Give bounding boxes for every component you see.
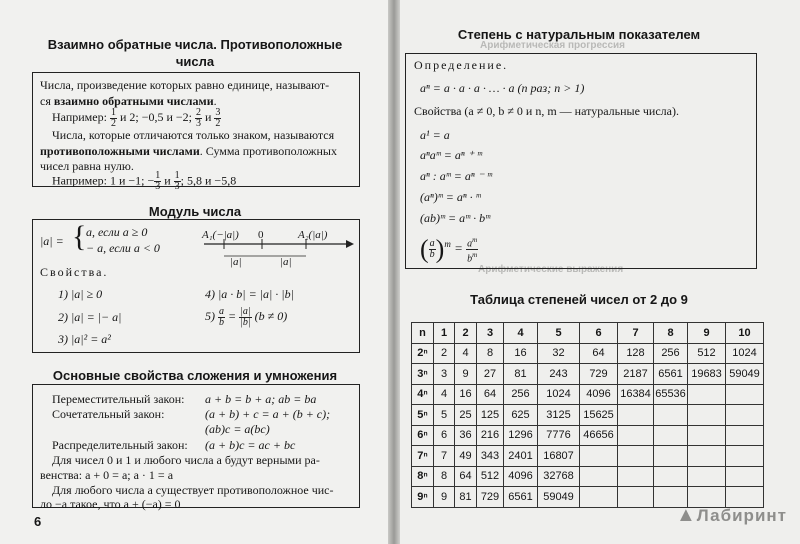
opposite-term: противоположными числами — [40, 144, 200, 158]
table-cell — [618, 466, 654, 487]
opposite-example — [52, 171, 236, 192]
table-cell: 729 — [477, 487, 504, 508]
modulus-case2: − a, если a < 0 — [86, 241, 160, 255]
table-header-cell: 9 — [688, 323, 726, 344]
table-cell — [654, 405, 688, 426]
table-row-label: 2ⁿ — [412, 343, 434, 364]
segment-left: |a| — [230, 256, 242, 268]
distributive-label: Распределительный закон: — [52, 438, 188, 452]
identity-line-1: Для чисел 0 и 1 и любого числа a будут верными ра- — [52, 453, 320, 467]
reciprocal-title — [30, 36, 360, 70]
fraction-1-2 — [110, 108, 117, 129]
table-cell — [618, 487, 654, 508]
table-cell: 512 — [688, 343, 726, 364]
fraction-a-b: $\frac{a}{b}$ — [429, 237, 435, 260]
table-cell: 216 — [477, 425, 504, 446]
power-rule-4: (aⁿ)ᵐ = aⁿ · ᵐ — [420, 190, 481, 204]
table-cell — [618, 405, 654, 426]
labirint-logo: ▲Лабиринт — [676, 504, 787, 526]
reciprocal-title-line2: числа — [175, 54, 215, 69]
fraction-1-3 — [154, 171, 161, 192]
fraction-abs-a-b: $\frac{|a|}{|b|}$ — [240, 305, 251, 328]
example-end: ; 5,8 и −5,8 — [180, 173, 237, 188]
power-rule-1: a¹ = a — [420, 128, 450, 142]
opposite-line-1: Для любого числа a существует противоположное чис- — [52, 483, 334, 497]
power-definition: aⁿ = a · a · a · … · a (n раз; n > 1) — [420, 81, 585, 95]
table-cell: 15625 — [580, 405, 618, 426]
table-cell — [618, 425, 654, 446]
reciprocal-p1a: Числа, произведение которых равно единице, называют- — [40, 78, 330, 92]
power-rule-3: aⁿ : aᵐ = aⁿ ⁻ ᵐ — [420, 169, 492, 183]
opposite-line-2: ло −a такое, что a + (−a) = 0 — [40, 497, 181, 511]
associative-law-1: (a + b) + c = a + (b + c); — [205, 407, 331, 421]
prop5-condition: (b ≠ 0) — [254, 309, 288, 323]
bleed-through-text: Арифметическая прогрессия — [480, 40, 626, 51]
modulus-case1: a, если a ≥ 0 — [86, 225, 148, 239]
reciprocal-title-line1: Взаимно обратные числа. Противоположные — [47, 37, 343, 52]
table-cell: 7 — [434, 446, 455, 467]
frac-den: 2 — [110, 117, 116, 129]
example-label: Например: — [52, 110, 107, 124]
table-cell: 16 — [455, 384, 477, 405]
table-cell: 81 — [455, 487, 477, 508]
modulus-prop5: 5) $\frac{a}{b}$ = $\frac{|a|}{|b|}$ (b ≠ 0) — [205, 305, 288, 328]
table-cell: 2 — [434, 343, 455, 364]
modulus-prop1: 1) |a| ≥ 0 — [58, 287, 103, 301]
table-row — [412, 343, 764, 364]
table-cell — [726, 446, 764, 467]
table-cell: 4 — [434, 384, 455, 405]
frac-num: 1 — [174, 170, 180, 181]
point-zero: 0 — [258, 229, 264, 241]
opposite-p2b — [40, 144, 337, 159]
table-cell: 343 — [477, 446, 504, 467]
reciprocal-p1b-text: ся — [40, 94, 54, 108]
table-header-row — [412, 323, 764, 344]
example-mid: −0,5 и −2; — [141, 110, 192, 124]
table-row — [412, 466, 764, 487]
reciprocal-term: взаимно обратными числами — [53, 94, 214, 108]
table-cell: 7776 — [538, 425, 580, 446]
table-header-cell: 5 — [538, 323, 580, 344]
table-cell — [654, 466, 688, 487]
table-cell: 128 — [618, 343, 654, 364]
table-row — [412, 364, 764, 385]
table-cell: 32768 — [538, 466, 580, 487]
table-cell: 65536 — [654, 384, 688, 405]
power-rule-2: aⁿaᵐ = aⁿ ⁺ ᵐ — [420, 148, 482, 162]
table-cell: 729 — [580, 364, 618, 385]
reciprocal-p1-end: . — [213, 94, 217, 108]
table-cell: 81 — [504, 364, 538, 385]
table-cell — [688, 446, 726, 467]
opposite-p2b-text: . Сумма противоположных — [199, 144, 337, 158]
table-cell — [580, 487, 618, 508]
table-cell — [688, 466, 726, 487]
table-cell — [654, 425, 688, 446]
opposite-p2a: Числа, которые отличаются только знаком, называются — [52, 128, 335, 142]
table-cell: 2187 — [618, 364, 654, 385]
book-gutter — [388, 0, 400, 544]
identity-line-2: венства: a + 0 = a; a · 1 = a — [40, 468, 174, 482]
fraction-3-2 — [214, 108, 221, 129]
point-a2: A₂(|a|) — [298, 229, 328, 241]
power-title: Степень с натуральным показателем — [457, 27, 701, 42]
table-row-label: 6ⁿ — [412, 425, 434, 446]
modulus-title: Модуль числа — [148, 204, 242, 219]
point-a1: A₁(−|a|) — [202, 229, 239, 241]
table-cell: 5 — [434, 405, 455, 426]
table-cell: 256 — [654, 343, 688, 364]
table-header-cell: 1 — [434, 323, 455, 344]
table-cell: 3125 — [538, 405, 580, 426]
table-cell: 4096 — [580, 384, 618, 405]
table-cell: 64 — [580, 343, 618, 364]
commutative-label: Переместительный закон: — [52, 392, 185, 406]
table-row-label: 5ⁿ — [412, 405, 434, 426]
table-header-cell: 3 — [477, 323, 504, 344]
table-cell: 19683 — [688, 364, 726, 385]
fraction-2-3 — [195, 108, 202, 129]
table-cell: 625 — [504, 405, 538, 426]
associative-law-2: (ab)c = a(bc) — [205, 422, 270, 436]
table-cell: 59049 — [538, 487, 580, 508]
basic-props-title: Основные свойства сложения и умножения — [52, 368, 338, 383]
table-row-label: 8ⁿ — [412, 466, 434, 487]
table-cell — [618, 446, 654, 467]
table-row-label: 4ⁿ — [412, 384, 434, 405]
table-cell: 16807 — [538, 446, 580, 467]
frac-den: 3 — [196, 117, 201, 129]
table-cell: 25 — [455, 405, 477, 426]
table-header-cell: 10 — [726, 323, 764, 344]
bleed-through-text: Арифметические выражения — [478, 264, 624, 275]
table-cell: 1024 — [538, 384, 580, 405]
table-header-cell: 7 — [618, 323, 654, 344]
table-cell: 27 — [477, 364, 504, 385]
fraction-am-bm: $\frac{a^m}{b^m}$ — [467, 235, 478, 265]
opposite-p2c: чисел равна нулю. — [40, 159, 134, 173]
table-header-cell: n — [412, 323, 434, 344]
brace-icon: { — [72, 220, 87, 253]
modulus-prop2: 2) |a| = |− a| — [58, 310, 122, 324]
table-header-cell: 8 — [654, 323, 688, 344]
table-cell: 32 — [538, 343, 580, 364]
frac-num: 1 — [155, 170, 161, 181]
segment-right: |a| — [280, 256, 292, 268]
table-cell: 46656 — [580, 425, 618, 446]
table-cell — [654, 446, 688, 467]
table-cell: 9 — [455, 364, 477, 385]
modulus-props-label: Свойства. — [40, 265, 109, 279]
example-label: Например: — [52, 173, 107, 188]
powers-table-title: Таблица степеней чисел от 2 до 9 — [470, 292, 688, 307]
table-cell — [688, 384, 726, 405]
table-cell: 1296 — [504, 425, 538, 446]
logo-text: Лабиринт — [696, 506, 787, 525]
modulus-lhs: |a| = — [40, 234, 64, 248]
modulus-prop4: 4) |a · b| = |a| · |b| — [205, 287, 294, 301]
reciprocal-example — [52, 107, 221, 129]
table-row — [412, 405, 764, 426]
table-cell: 4096 — [504, 466, 538, 487]
table-cell: 6 — [434, 425, 455, 446]
modulus-prop3: 3) |a|² = a² — [58, 332, 111, 346]
power-rule-6: ( $\frac{a}{b}$ )$^m$ = $\frac{a^m}{b^m}$ — [420, 234, 478, 265]
minus-sign: − — [147, 173, 155, 188]
page-number: 6 — [34, 514, 42, 529]
table-cell: 243 — [538, 364, 580, 385]
table-cell — [688, 425, 726, 446]
table-cell — [726, 384, 764, 405]
table-cell — [688, 405, 726, 426]
table-cell: 36 — [455, 425, 477, 446]
table-cell — [726, 405, 764, 426]
table-cell: 59049 — [726, 364, 764, 385]
commutative-law: a + b = b + a; ab = ba — [205, 392, 317, 406]
table-cell: 256 — [504, 384, 538, 405]
frac-den: 3 — [174, 181, 180, 192]
table-row-label: 9ⁿ — [412, 487, 434, 508]
distributive-law: (a + b)c = ac + bc — [205, 438, 296, 452]
table-cell: 512 — [477, 466, 504, 487]
fraction-1-3 — [174, 171, 181, 192]
table-row-label: 3ⁿ — [412, 364, 434, 385]
table-row — [412, 425, 764, 446]
example-sep: и — [205, 110, 212, 124]
table-cell: 8 — [477, 343, 504, 364]
associative-label: Сочетательный закон: — [52, 407, 165, 421]
table-cell: 6561 — [504, 487, 538, 508]
table-cell — [580, 466, 618, 487]
table-header-cell: 4 — [504, 323, 538, 344]
table-cell: 2401 — [504, 446, 538, 467]
table-row-label: 7ⁿ — [412, 446, 434, 467]
table-cell: 8 — [434, 466, 455, 487]
frac-num: 2 — [196, 106, 201, 118]
table-cell: 16384 — [618, 384, 654, 405]
table-cell — [580, 446, 618, 467]
table-row — [412, 446, 764, 467]
table-cell: 16 — [504, 343, 538, 364]
power-rule-5: (ab)ᵐ = aᵐ · bᵐ — [420, 211, 491, 225]
prop5-label: 5) — [205, 309, 215, 323]
table-cell: 6561 — [654, 364, 688, 385]
table-cell: 4 — [455, 343, 477, 364]
example-and: и — [164, 173, 171, 188]
table-cell: 3 — [434, 364, 455, 385]
frac-num: 1 — [110, 106, 116, 118]
table-cell: 49 — [455, 446, 477, 467]
powers-table — [411, 322, 764, 508]
table-header-cell: 2 — [455, 323, 477, 344]
frac-num: 3 — [215, 106, 221, 118]
table-cell: 64 — [477, 384, 504, 405]
definition-label: Определение. — [414, 58, 509, 72]
table-cell: 9 — [434, 487, 455, 508]
example-a: 1 и −1; — [109, 173, 145, 188]
power-props-label: Свойства (a ≠ 0, b ≠ 0 и n, m — натуральные числа). — [414, 104, 679, 118]
table-cell: 1024 — [726, 343, 764, 364]
table-row — [412, 384, 764, 405]
table-header-cell: 6 — [580, 323, 618, 344]
frac-den: 2 — [215, 117, 221, 129]
table-cell: 125 — [477, 405, 504, 426]
frac-den: 3 — [155, 181, 161, 192]
table-cell — [726, 466, 764, 487]
table-cell: 64 — [455, 466, 477, 487]
table-cell — [726, 425, 764, 446]
example-sep: и 2; — [119, 110, 139, 124]
fraction-a-b: $\frac{a}{b}$ — [219, 305, 224, 328]
